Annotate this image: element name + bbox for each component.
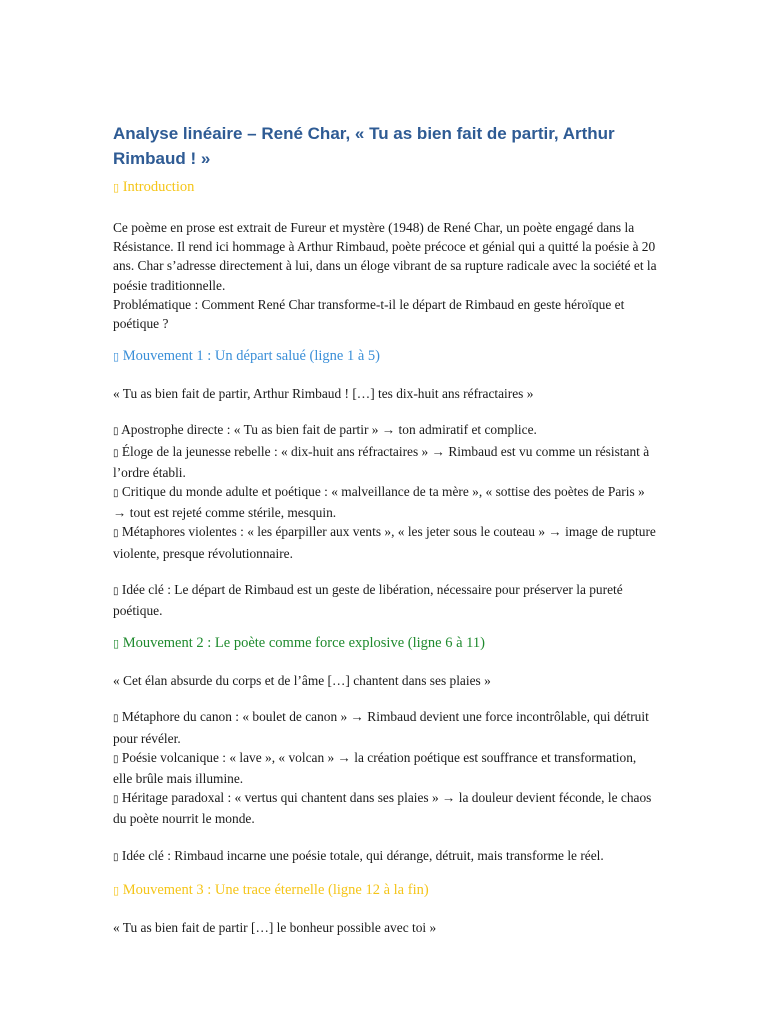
list-item: ▯ Critique du monde adulte et poétique : « malveillance de ta mère », « sottise des poètes de Paris » → tout est rejeté comme stérile, mesquin. <box>113 484 645 521</box>
section-heading-mouvement-3 <box>113 880 658 901</box>
problematique-paragraph: Problématique : Comment René Char transforme-t-il le départ de Rimbaud en geste héroïque et poétique ? <box>113 296 625 332</box>
missing-glyph-icon: ▯ <box>113 447 119 459</box>
missing-glyph-icon: ▯ <box>113 713 119 725</box>
section-heading-mouvement-2 <box>113 633 658 654</box>
intro-paragraph: Ce poème en prose est extrait de Fureur et mystère (1948) de René Char, un poète engagé dans la Résistance. Il rend ici hommage à Arthur Rimbaud, poète précoce et génial qui a quitté la poésie à 20 ans. Char s’adresse directement à lui, dans un éloge vibrant de sa rupture radicale avec la société et la poésie traditionnelle. <box>113 220 657 293</box>
missing-glyph-icon: ▯ <box>113 426 119 438</box>
section-heading-mouvement-1 <box>113 346 658 367</box>
missing-glyph-icon: ▯ <box>113 350 120 364</box>
heading-text: Mouvement 3 : Une trace éternelle (ligne 12 à la fin) <box>122 881 429 898</box>
list-item: ▯ Héritage paradoxal : « vertus qui chantent dans ses plaies » → la douleur devient féconde, le chaos du poète nourrit le monde. <box>113 790 652 827</box>
missing-glyph-icon: ▯ <box>113 585 119 597</box>
list-item: ▯ Apostrophe directe : « Tu as bien fait de partir » → ton admiratif et complice. <box>113 422 537 438</box>
list-item: ▯ Éloge de la jeunesse rebelle : « dix-huit ans réfractaires » → Rimbaud est vu comme un résistant à l’ordre établi. <box>113 443 650 480</box>
section-heading-introduction <box>113 177 658 198</box>
missing-glyph-icon: ▯ <box>113 794 119 806</box>
quote-paragraph: « Tu as bien fait de partir, Arthur Rimbaud ! […] tes dix-huit ans réfractaires » <box>113 386 534 402</box>
missing-glyph-icon: ▯ <box>113 883 120 897</box>
heading-text: Introduction <box>122 179 195 195</box>
missing-glyph-icon: ▯ <box>113 637 120 651</box>
key-idea-paragraph: ▯ Idée clé : Rimbaud incarne une poésie totale, qui dérange, détruit, mais transforme le réel. <box>113 847 604 863</box>
missing-glyph-icon: ▯ <box>113 181 120 194</box>
quote-paragraph: « Tu as bien fait de partir […] le bonheur possible avec toi » <box>113 919 437 935</box>
missing-glyph-icon: ▯ <box>113 851 119 863</box>
list-item: ▯ Poésie volcanique : « lave », « volcan » → la création poétique est souffrance et transformation, elle brûle mais illumine. <box>113 749 637 787</box>
document-title: Analyse linéaire – René Char, « Tu as bien fait de partir, Arthur Rimbaud ! » <box>113 124 615 168</box>
missing-glyph-icon: ▯ <box>113 528 119 540</box>
key-idea-paragraph: ▯ Idée clé : Le départ de Rimbaud est un geste de libération, nécessaire pour préserver la pureté poétique. <box>113 581 623 619</box>
missing-glyph-icon: ▯ <box>113 753 119 765</box>
list-item: ▯ Métaphores violentes : « les éparpiller aux vents », « les jeter sous le couteau » → image de rupture violente, presque révolutionnaire. <box>113 524 656 561</box>
missing-glyph-icon: ▯ <box>113 488 119 500</box>
document-content <box>113 121 658 937</box>
list-item: ▯ Métaphore du canon : « boulet de canon » → Rimbaud devient une force incontrôlable, qui détruit pour révéler. <box>113 709 649 746</box>
heading-text: Mouvement 1 : Un départ salué (ligne 1 à 5) <box>122 348 380 365</box>
heading-text: Mouvement 2 : Le poète comme force explosive (ligne 6 à 11) <box>122 635 485 652</box>
quote-paragraph: « Cet élan absurde du corps et de l’âme […] chantent dans ses plaies » <box>113 673 491 689</box>
